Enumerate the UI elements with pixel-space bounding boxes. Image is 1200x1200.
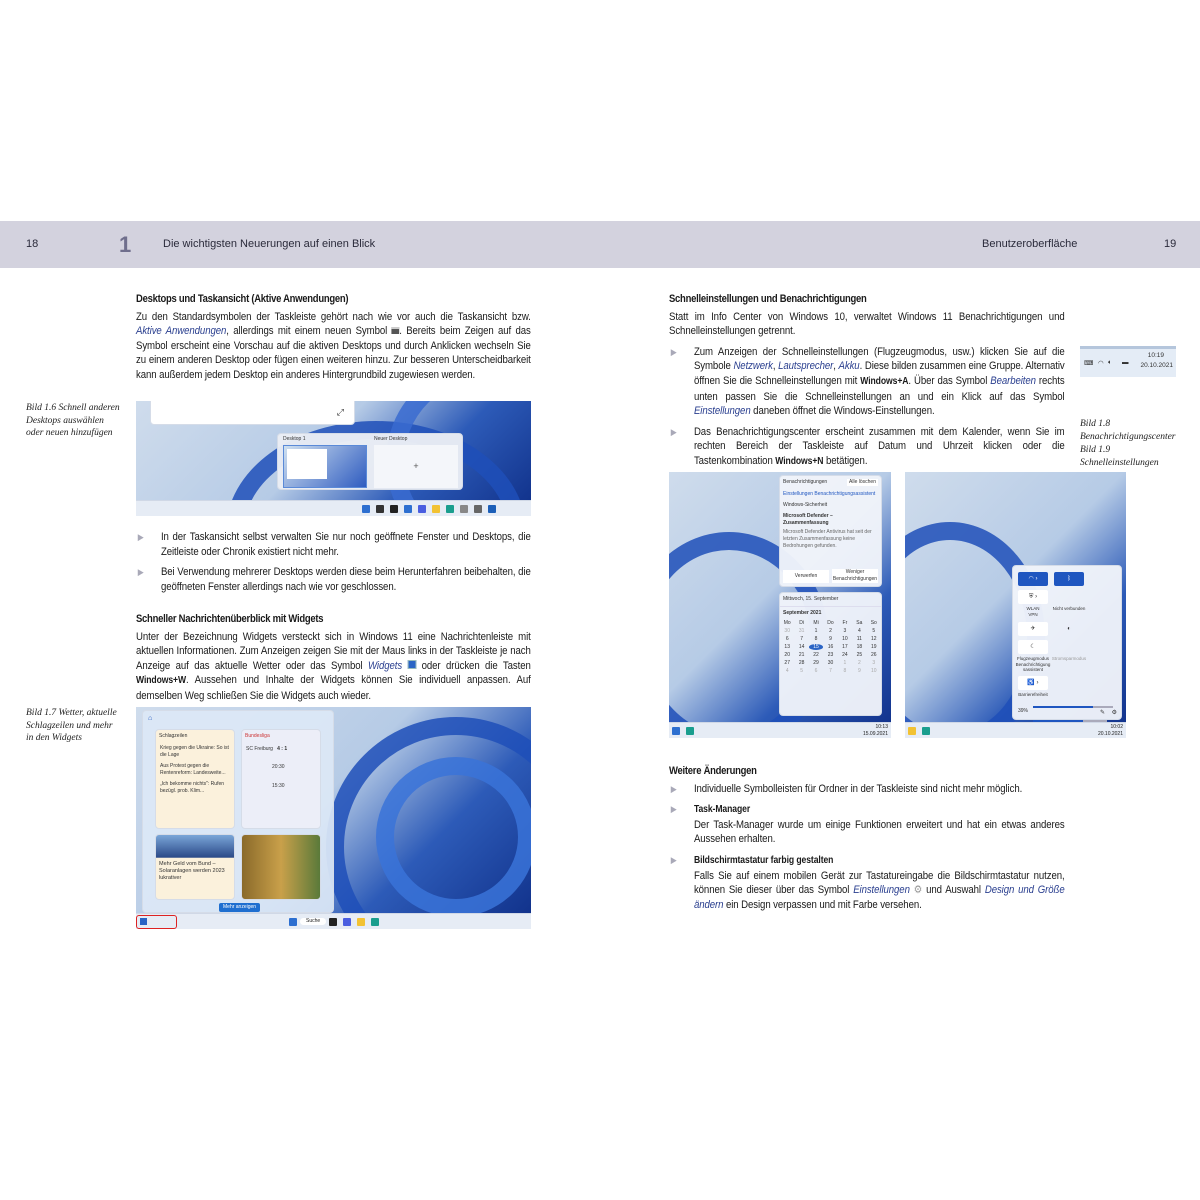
calendar-day[interactable]: 2 bbox=[829, 628, 832, 634]
dismiss-button[interactable]: Verwerfen bbox=[783, 570, 829, 583]
calendar-day[interactable]: 7 bbox=[829, 668, 832, 674]
search-icon[interactable] bbox=[376, 505, 384, 513]
resize-icon: ⤢ bbox=[336, 407, 344, 417]
headlines-widget: Schlagzeilen Krieg gegen die Ukraine: So ist die Lage Aus Protest gegen die Rentenreform: Landesweite... „Ich bekomme nichts": Rufen bezügl. prob. Klim... bbox=[155, 729, 235, 829]
calendar-day[interactable]: 20 bbox=[784, 652, 790, 658]
chapter-title: Die wichtigsten Neuerungen auf einen Blick bbox=[163, 238, 376, 250]
calendar-day[interactable]: 22 bbox=[813, 652, 819, 658]
calendar-day[interactable]: 23 bbox=[827, 652, 834, 658]
calendar-day[interactable]: 9 bbox=[829, 636, 832, 642]
calendar-day[interactable]: 10 bbox=[842, 636, 848, 642]
tray-date: 20.10.2021 bbox=[1140, 362, 1173, 369]
bullet-item: ▶ Das Benachrichtigungscenter erscheint zusammen mit dem Kalender, wenn Sie im rechten Bereich der Taskleiste auf Datum und Uhrzeit klicken oder die Tastenkombination Windows+N betätigen. bbox=[670, 425, 1065, 467]
arrow-bullet-icon: ▶ bbox=[137, 567, 144, 578]
calendar-day[interactable]: 28 bbox=[798, 660, 805, 666]
bullet-item: ▶ Bei Verwendung mehrerer Desktops werden diese beim Herunterfahren beibehalten, die geöffneten Fenster allerdings nach wie vor geschlossen. bbox=[137, 566, 531, 593]
calendar-panel: Mittwoch, 15. September September 2021 Mo Di Mi Do Fr Sa So 30 31 1 2 3 4 5 6 7 8 9 10 11 12 13 14 15 16 17 18 19 20 21 22 23 24 25 26 27 28 29 30 1 2 3 4 5 6 7 8 9 10 bbox=[779, 592, 882, 716]
calendar-grid bbox=[780, 620, 881, 674]
calendar-day[interactable]: 9 bbox=[857, 668, 861, 674]
photos-icon[interactable] bbox=[488, 505, 496, 513]
weekday-label: Mi bbox=[813, 620, 819, 626]
caption-1-9: Bild 1.9 Schnelleinstellungen bbox=[1080, 445, 1159, 468]
calendar-day[interactable]: 6 bbox=[814, 668, 818, 674]
keyboard-icon: ⌨ bbox=[1084, 360, 1094, 367]
section-title: Benutzeroberfläche bbox=[982, 238, 1078, 250]
weekday-label: Fr bbox=[842, 620, 848, 626]
quick-settings-panel: ◠ › ᛒ⛨ › WLAN Nicht verbundenVPN ✈ ◐☾ Flugzeugmodus StromsparmodusBenachrichtigungsassistent ♿ › Barrierefreiheit 39% ✎ ⚙ bbox=[1012, 565, 1122, 720]
running-header bbox=[0, 221, 1200, 268]
bluetooth-toggle[interactable]: ᛒ bbox=[1054, 572, 1084, 586]
new-desktop-label: Neuer Desktop bbox=[374, 436, 408, 442]
weekday-label: So bbox=[870, 620, 877, 626]
brightness-slider[interactable] bbox=[1033, 706, 1113, 708]
settings-icon[interactable]: ⚙ bbox=[1111, 710, 1117, 716]
page-number-left: 18 bbox=[26, 238, 39, 250]
caption-1-8: Bild 1.8 Benachrichtigungscenter bbox=[1080, 419, 1176, 442]
page-number-right: 19 bbox=[1164, 238, 1177, 250]
photo-card[interactable] bbox=[241, 834, 321, 900]
start-icon[interactable] bbox=[362, 505, 370, 513]
tray-time: 10:19 bbox=[1147, 352, 1164, 359]
calendar-day[interactable]: 2 bbox=[857, 660, 861, 666]
arrow-bullet-icon: ▶ bbox=[670, 804, 677, 815]
home-icon[interactable]: ⌂ bbox=[148, 715, 153, 722]
right-section-quicksettings bbox=[669, 292, 1065, 470]
arrow-bullet-icon: ▶ bbox=[670, 346, 677, 357]
app-icon[interactable] bbox=[474, 505, 482, 513]
calendar-day[interactable]: 5 bbox=[800, 668, 804, 674]
calendar-day[interactable]: 11 bbox=[856, 636, 862, 642]
news-card[interactable]: Mehr Geld vom Bund – Solaranlagen werden 2023 lukrativer bbox=[155, 834, 235, 900]
arrow-bullet-icon: ▶ bbox=[670, 854, 677, 865]
paragraph-quicksettings: Statt im Info Center von Windows 10, verwaltet Windows 11 Benachrichtigungen und Schnelleinstellungen getrennt. bbox=[669, 310, 1065, 338]
paragraph-widgets: Unter der Bezeichnung Widgets versteckt sich in Windows 11 eine Nachrichtenleiste mit aktuellen Informationen. Zum Anzeigen zeigen Sie mit der Maus links in der Taskleiste je nach Anzeige auf das aktuelle Wetter oder das Symbol Widgets oder drücken die Tasten Windows+W. Aussehen und Inhalte der Widgets können Sie individuell anpassen. Auf demselben Weg schließen Sie die Widgets auch wieder. bbox=[136, 630, 531, 702]
caption-1-7: Bild 1.7 Wetter, aktuelle Schlagzeilen und mehr in den Widgets bbox=[26, 708, 117, 743]
widgets-icon[interactable] bbox=[404, 505, 412, 513]
news-item[interactable]: Aus Protest gegen die Rentenreform: Landesweite... bbox=[160, 763, 226, 776]
speaker-icon: 🔈︎ bbox=[1108, 359, 1112, 366]
screenshot-task-view bbox=[136, 401, 531, 516]
tray-screenshot bbox=[1080, 346, 1176, 377]
wifi-icon: ◠ bbox=[1098, 360, 1104, 367]
desktop-1-label: Desktop 1 bbox=[283, 436, 306, 442]
weekday-label: Mo bbox=[783, 620, 791, 626]
calendar-day[interactable]: 4 bbox=[857, 628, 861, 634]
screenshot-notification-center bbox=[669, 472, 891, 738]
chapter-number: 1 bbox=[119, 232, 132, 257]
edit-icon[interactable]: ✎ bbox=[1099, 710, 1105, 716]
heading-quicksettings: Schnelleinstellungen und Benachrichtigungen bbox=[669, 293, 867, 305]
taskview-icon bbox=[392, 327, 400, 334]
screenshot-widgets bbox=[136, 707, 531, 929]
focus-assist-toggle[interactable]: ☾ bbox=[1018, 640, 1048, 654]
calendar-day[interactable]: 8 bbox=[843, 668, 847, 674]
bullet-item: ▶ Zum Anzeigen der Schnelleinstellungen (Flugzeugmodus, usw.) klicken Sie auf die Symbole Netzwerk, Lautsprecher, Akku. Diese bilden zusammen eine Gruppe. Alternativ öffnen Sie die Schnelleinstellungen mit Windows+A. Über das Symbol Bearbeiten rechts unten passen Sie die Schnelleinstellungen an und ein Klick auf das Symbol Einstellungen daneben öffnet die Windows-Einstellungen. bbox=[670, 345, 1065, 418]
calendar-day[interactable]: 13 bbox=[784, 644, 790, 650]
calendar-day[interactable]: 30 bbox=[827, 660, 834, 666]
bullet-item: ▶ Bildschirmtastatur farbig gestalten Falls Sie auf einem mobilen Gerät zur Tastatureingabe die Bildschirmtastatur nutzen, können Sie dieser über das Symbol Einstellungen ⚙ und Auswahl Design und Größe ändern ein Design verpassen und mit Farbe versehen. bbox=[670, 854, 1065, 911]
calendar-day[interactable]: 21 bbox=[798, 652, 805, 658]
arrow-bullet-icon: ▶ bbox=[137, 532, 144, 542]
bullet-item: ▶ In der Taskansicht selbst verwalten Sie nur noch geöffnete Fenster und Desktops, die Zeitleiste oder Chronik existiert nicht mehr. bbox=[137, 531, 531, 558]
news-item[interactable]: „Ich bekomme nichts": Rufen bezügl. prob. Klim... bbox=[160, 781, 225, 794]
calendar-day[interactable]: 4 bbox=[785, 668, 789, 674]
taskbar bbox=[136, 913, 531, 929]
battery-icon: ▬ bbox=[1122, 359, 1129, 366]
start-icon[interactable] bbox=[289, 918, 297, 926]
news-item[interactable]: Krieg gegen die Ukraine: So ist die Lage bbox=[160, 745, 229, 758]
screenshot-quick-settings bbox=[905, 472, 1126, 738]
calendar-day[interactable]: 26 bbox=[871, 652, 877, 658]
taskbar: 10:13 15.09.2021 bbox=[669, 722, 891, 738]
widgets-icon bbox=[408, 660, 417, 669]
calendar-day[interactable]: 19 bbox=[871, 644, 877, 650]
explorer-icon[interactable] bbox=[432, 505, 440, 513]
heading-desktops: Desktops und Taskansicht (Aktive Anwendungen) bbox=[136, 293, 349, 305]
taskbar-search[interactable]: Suche bbox=[300, 918, 326, 925]
arrow-bullet-icon: ▶ bbox=[670, 783, 677, 794]
left-bullets bbox=[136, 530, 531, 594]
calendar-day[interactable]: 1 bbox=[843, 660, 847, 666]
calendar-day[interactable]: 12 bbox=[871, 636, 877, 642]
sports-widget: Bundesliga SC Freiburg 4 : 1 20:30 15:30 bbox=[241, 729, 321, 829]
edge-icon[interactable] bbox=[446, 505, 454, 513]
widgets-board bbox=[142, 710, 334, 913]
weekday-label: Sa bbox=[856, 620, 863, 626]
notification-settings-link[interactable]: Einstellungen Benachrichtigungsassistent bbox=[783, 491, 876, 497]
new-desktop-button[interactable]: + bbox=[374, 445, 458, 488]
heading-widgets: Schneller Nachrichtenüberblick mit Widgets bbox=[136, 613, 324, 625]
calendar-day[interactable]: 17 bbox=[842, 644, 848, 650]
left-section-desktops bbox=[136, 292, 531, 383]
calendar-day[interactable]: 16 bbox=[827, 644, 834, 650]
calendar-day[interactable]: 31 bbox=[798, 628, 805, 634]
calendar-day[interactable]: 1 bbox=[814, 628, 818, 634]
wifi-toggle[interactable]: ◠ › bbox=[1018, 572, 1048, 586]
calendar-day[interactable]: 25 bbox=[856, 652, 863, 658]
clear-all-button[interactable]: Alle löschen bbox=[849, 479, 876, 485]
calendar-day[interactable]: 8 bbox=[814, 636, 818, 642]
calendar-day[interactable]: 18 bbox=[856, 644, 863, 650]
calendar-day[interactable]: 3 bbox=[872, 660, 876, 666]
calendar-day[interactable]: 24 bbox=[842, 652, 848, 658]
calendar-day[interactable]: 7 bbox=[800, 636, 804, 642]
arrow-bullet-icon: ▶ bbox=[670, 426, 677, 437]
vpn-toggle[interactable]: ⛨ › bbox=[1018, 590, 1048, 604]
calendar-day[interactable]: 10 bbox=[871, 668, 877, 674]
calendar-day[interactable]: 6 bbox=[785, 636, 789, 642]
chat-icon[interactable] bbox=[418, 505, 426, 513]
desktop-1-thumb[interactable] bbox=[283, 445, 367, 488]
weekday-label: Do bbox=[827, 620, 834, 626]
bullet-item: ▶ Task-Manager Der Task-Manager wurde um einige Funktionen erweitert und hat ein etwas anderes Aussehen erhalten. bbox=[670, 804, 1065, 846]
battery-saver-toggle[interactable]: ◐ bbox=[1067, 626, 1071, 632]
settings-icon: ⚙ bbox=[913, 884, 923, 897]
bullet-item: ▶ Individuelle Symbolleisten für Ordner in der Taskleiste sind nicht mehr möglich. bbox=[670, 782, 1023, 795]
caption-1-6: Bild 1.6 Schnell anderen Desktops auswählen oder neuen hinzufügen bbox=[26, 403, 120, 438]
calendar-day[interactable]: 29 bbox=[813, 660, 819, 666]
right-section-more-changes bbox=[669, 764, 1065, 912]
calendar-day[interactable]: 5 bbox=[872, 628, 876, 634]
heading-more-changes: Weitere Änderungen bbox=[669, 765, 757, 777]
battery-percent: 39% bbox=[1018, 708, 1029, 714]
paragraph-desktops: Zu den Standardsymbolen der Taskleiste gehört nach wie vor auch die Taskansicht bzw. Aktive Anwendungen, allerdings mit einem neuen Symbol . Bereits beim Zeigen auf das Symbol erscheint eine Vorschau auf die aktiven Desktops und durch Anklicken wechseln Sie zu einem anderen Desktop oder fügen einen weiteren hinzu. Zur besseren Unterscheidbarkeit kann außerdem jedem Desktop ein anderes Hintergrundbild zugewiesen werden. bbox=[136, 310, 531, 381]
airplane-toggle[interactable]: ✈ bbox=[1018, 622, 1048, 636]
notification-panel: Benachrichtigungen Alle löschen Einstellungen Benachrichtigungsassistent Windows-Sicherheit Microsoft Defender – Zusammenfassung Microsoft Defender Antivirus hat seit der letzten Zusammenfassung keine Bedrohungen gefunden. Verwerfen Weniger Benachrichtigungen bbox=[779, 475, 882, 587]
left-section-widgets bbox=[136, 612, 531, 704]
weekday-label: Di bbox=[799, 620, 804, 626]
calendar-day[interactable]: 27 bbox=[784, 660, 790, 666]
calendar-day[interactable]: 3 bbox=[843, 628, 847, 634]
app-icon[interactable] bbox=[460, 505, 468, 513]
calendar-day[interactable]: 14 bbox=[798, 644, 805, 650]
more-button[interactable]: Mehr anzeigen bbox=[219, 903, 260, 912]
calendar-day[interactable]: 30 bbox=[784, 628, 790, 634]
calendar-day[interactable]: 15 bbox=[809, 644, 823, 650]
taskbar bbox=[136, 500, 531, 516]
accessibility-toggle[interactable]: ♿ › bbox=[1018, 676, 1048, 690]
taskview-icon[interactable] bbox=[390, 505, 398, 513]
taskbar: 10:02 20.10.2021 bbox=[905, 722, 1126, 738]
widgets-highlight bbox=[136, 915, 177, 929]
fewer-notifications-button[interactable]: Weniger Benachrichtigungen bbox=[832, 569, 878, 582]
